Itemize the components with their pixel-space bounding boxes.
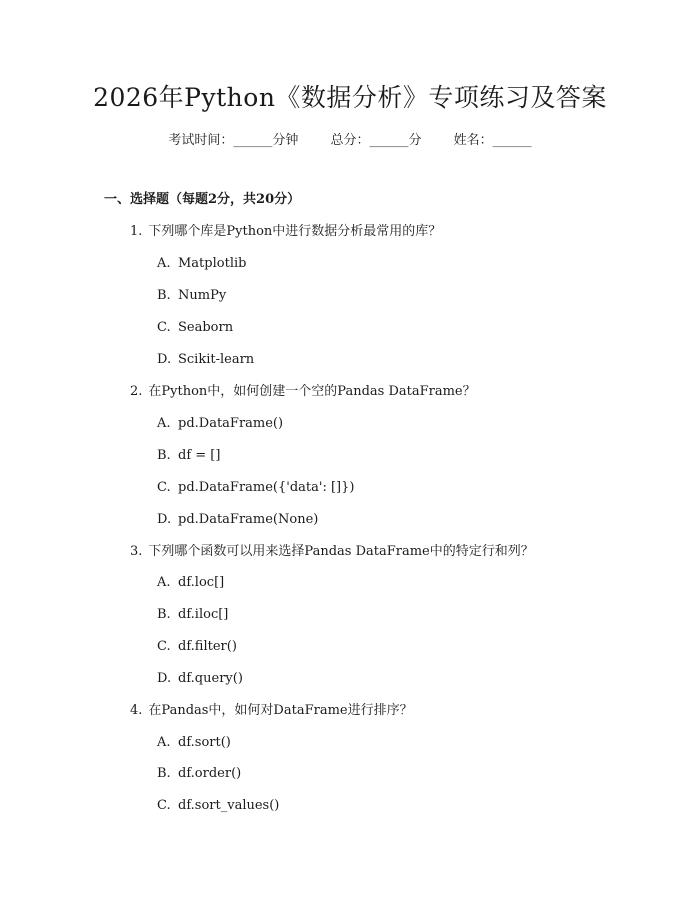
question-1-option-d <box>157 350 254 370</box>
option-letter: D. <box>157 352 172 367</box>
exam-info-line <box>0 131 700 151</box>
question-4 <box>130 701 413 721</box>
option-letter: A. <box>157 256 171 271</box>
option-text: df = [] <box>178 448 221 463</box>
question-3-option-c <box>157 637 237 657</box>
question-3-option-d <box>157 669 243 689</box>
option-text: df.iloc[] <box>178 607 229 622</box>
option-text: Seaborn <box>178 320 234 335</box>
question-2-option-b <box>157 446 220 466</box>
option-text: df.order() <box>178 766 242 781</box>
question-3-option-a <box>157 573 224 593</box>
question-text: 在Pandas中，如何对DataFrame进行排序？ <box>148 703 413 718</box>
option-letter: D. <box>157 512 172 527</box>
option-text: df.query() <box>178 671 243 686</box>
option-letter: C. <box>157 480 171 495</box>
question-1-option-b <box>157 286 226 306</box>
section-heading: 一、选择题（每题2分，共20分） <box>104 192 301 207</box>
question-2-option-a <box>157 414 283 434</box>
exam-time-field: 考试时间：______分钟 <box>168 133 299 148</box>
option-text: NumPy <box>178 288 227 303</box>
question-2-option-d <box>157 510 318 530</box>
option-letter: D. <box>157 671 172 686</box>
question-number: 3. <box>130 544 143 559</box>
option-text: pd.DataFrame() <box>178 416 284 431</box>
option-letter: B. <box>157 607 171 622</box>
option-letter: A. <box>157 735 171 750</box>
option-letter: A. <box>157 416 171 431</box>
question-4-option-b <box>157 764 241 784</box>
question-text: 下列哪个函数可以用来选择Pandas DataFrame中的特定行和列？ <box>148 544 534 559</box>
question-1 <box>130 222 441 242</box>
question-3 <box>130 542 534 562</box>
question-text: 下列哪个库是Python中进行数据分析最常用的库？ <box>148 224 442 239</box>
option-text: df.sort() <box>178 735 231 750</box>
option-letter: A. <box>157 575 171 590</box>
question-3-option-b <box>157 605 228 625</box>
total-score-field: 总分：______分 <box>330 133 422 148</box>
question-2 <box>130 382 476 402</box>
question-number: 4. <box>130 703 143 718</box>
option-text: df.sort_values() <box>178 798 280 813</box>
question-4-option-c <box>157 796 279 816</box>
question-4-option-a <box>157 733 231 753</box>
question-number: 2. <box>130 384 143 399</box>
option-text: Matplotlib <box>178 256 247 271</box>
option-letter: C. <box>157 798 171 813</box>
option-text: pd.DataFrame(None) <box>178 512 319 527</box>
option-text: df.loc[] <box>178 575 225 590</box>
question-2-option-c <box>157 478 354 498</box>
question-1-option-a <box>157 254 246 274</box>
option-text: df.filter() <box>178 639 237 654</box>
document-title: 2026年Python《数据分析》专项练习及答案 <box>93 83 607 112</box>
student-name-field: 姓名：______ <box>453 133 532 148</box>
option-letter: C. <box>157 320 171 335</box>
option-letter: B. <box>157 766 171 781</box>
option-text: Scikit-learn <box>178 352 255 367</box>
question-text: 在Python中，如何创建一个空的Pandas DataFrame？ <box>148 384 476 399</box>
option-letter: C. <box>157 639 171 654</box>
question-number: 1. <box>130 224 143 239</box>
option-letter: B. <box>157 448 171 463</box>
option-text: pd.DataFrame({'data': []}) <box>178 480 355 495</box>
question-1-option-c <box>157 318 233 338</box>
option-letter: B. <box>157 288 171 303</box>
